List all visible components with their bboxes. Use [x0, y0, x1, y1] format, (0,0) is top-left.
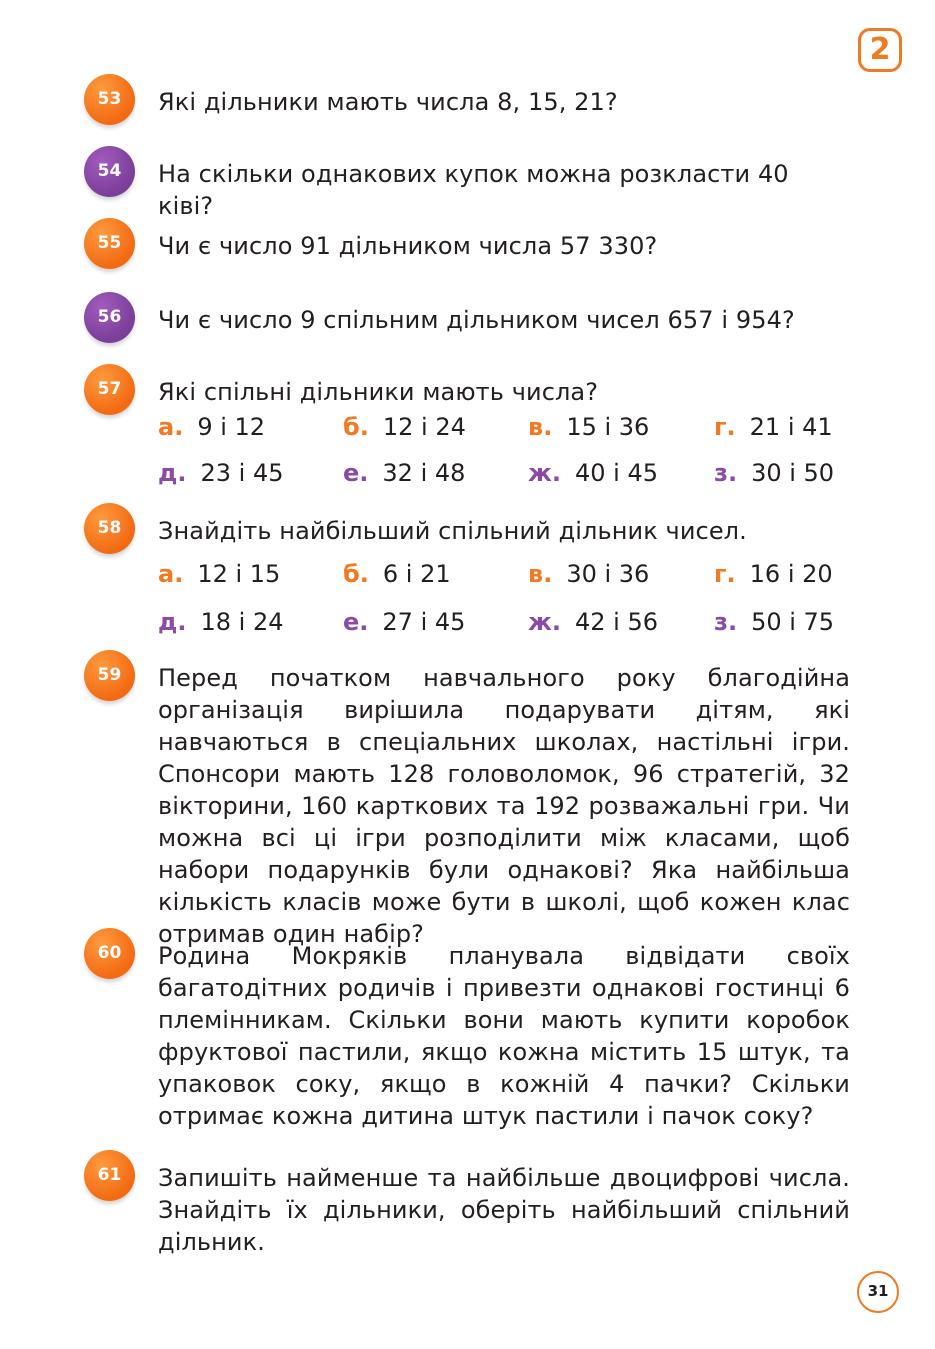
- task-number: 61: [84, 1150, 135, 1201]
- option-letter: з.: [714, 608, 738, 636]
- option-value: 9 і 12: [197, 413, 266, 441]
- task-text: Запишіть найменше та найбільше двоцифрові числа. Знайдіть їх дільники, оберіть найбільший спільний дільник.: [158, 1164, 850, 1256]
- option-letter: г.: [714, 413, 736, 441]
- option-item: [343, 458, 465, 488]
- option-item: [158, 559, 280, 589]
- task-number: 60: [84, 928, 135, 979]
- option-letter: д.: [158, 608, 187, 636]
- task-number: 57: [84, 364, 135, 415]
- option-letter: е.: [343, 608, 369, 636]
- task-text: Чи є число 91 дільником числа 57 330?: [158, 232, 658, 260]
- page-number: 31: [857, 1271, 899, 1313]
- option-value: 6 і 21: [382, 560, 451, 588]
- task-text: Перед початком навчального року благодійна організація вирішила подарувати дітям, які навчаються в спеціальних школах, настільні ігри. Спонсори мають 128 головоломок, 96 стратегій, 32 вікторини, 160 карткових та 192 розважальні гри. Чи можна всі ці ігри розподілити між класами, щоб набори подарунків були однакові? Яка найбільша кількість класів може бути в школі, щоб кожен клас отримав один набір?: [158, 664, 850, 948]
- option-item: [528, 412, 649, 442]
- option-item: [158, 412, 265, 442]
- option-item: [528, 559, 649, 589]
- option-value: 27 і 45: [382, 608, 466, 636]
- option-letter: а.: [158, 413, 184, 441]
- option-item: [714, 607, 834, 637]
- option-letter: г.: [714, 560, 736, 588]
- option-item: [714, 412, 833, 442]
- option-value: 12 і 24: [382, 413, 466, 441]
- option-value: 30 і 50: [751, 459, 835, 487]
- option-letter: е.: [343, 459, 369, 487]
- option-item: [343, 412, 466, 442]
- option-item: [343, 607, 465, 637]
- option-letter: з.: [714, 459, 738, 487]
- option-item: [714, 458, 834, 488]
- task-text: На скільки однакових купок можна розкласти 40 ківі?: [158, 160, 789, 220]
- option-value: 21 і 41: [749, 413, 833, 441]
- option-letter: б.: [343, 560, 369, 588]
- task-text: Чи є число 9 спільним дільником чисел 657 і 954?: [158, 306, 795, 334]
- task-text: Знайдіть найбільший спільний дільник чисел.: [158, 517, 747, 545]
- task-number: 55: [84, 218, 135, 269]
- task-text: Родина Мокряків планувала відвідати своїх багатодітних родичів і привезти однакові гостинці 6 племінникам. Скільки вони мають купити коробок фруктової пастили, якщо кожна містить 15 штук, та упаковок соку, якщо в кожній 4 пачки? Скільки отримає кожна дитина штук пастили і пачок соку?: [158, 942, 850, 1130]
- option-value: 12 і 15: [197, 560, 281, 588]
- option-value: 32 і 48: [382, 459, 466, 487]
- option-letter: в.: [528, 413, 553, 441]
- option-value: 42 і 56: [575, 608, 659, 636]
- option-letter: ж.: [528, 459, 561, 487]
- task-text: Які дільники мають числа 8, 15, 21?: [158, 88, 618, 116]
- task-number: 54: [84, 146, 135, 197]
- option-item: [528, 458, 658, 488]
- option-item: [158, 607, 284, 637]
- option-value: 50 і 75: [751, 608, 835, 636]
- option-value: 15 і 36: [566, 413, 650, 441]
- option-item: [343, 559, 451, 589]
- option-value: 40 і 45: [575, 459, 659, 487]
- option-item: [158, 458, 284, 488]
- option-letter: ж.: [528, 608, 561, 636]
- option-item: [714, 559, 833, 589]
- task-text: Які спільні дільники мають числа?: [158, 378, 599, 406]
- chapter-badge: 2: [858, 28, 902, 72]
- option-value: 16 і 20: [749, 560, 833, 588]
- option-value: 30 і 36: [566, 560, 650, 588]
- task-number: 59: [84, 650, 135, 701]
- option-letter: а.: [158, 560, 184, 588]
- option-item: [528, 607, 658, 637]
- option-letter: д.: [158, 459, 187, 487]
- option-letter: в.: [528, 560, 553, 588]
- option-value: 18 і 24: [200, 608, 284, 636]
- task-number: 56: [84, 292, 135, 343]
- task-number: 58: [84, 503, 135, 554]
- option-value: 23 і 45: [200, 459, 284, 487]
- task-number: 53: [84, 74, 135, 125]
- option-letter: б.: [343, 413, 369, 441]
